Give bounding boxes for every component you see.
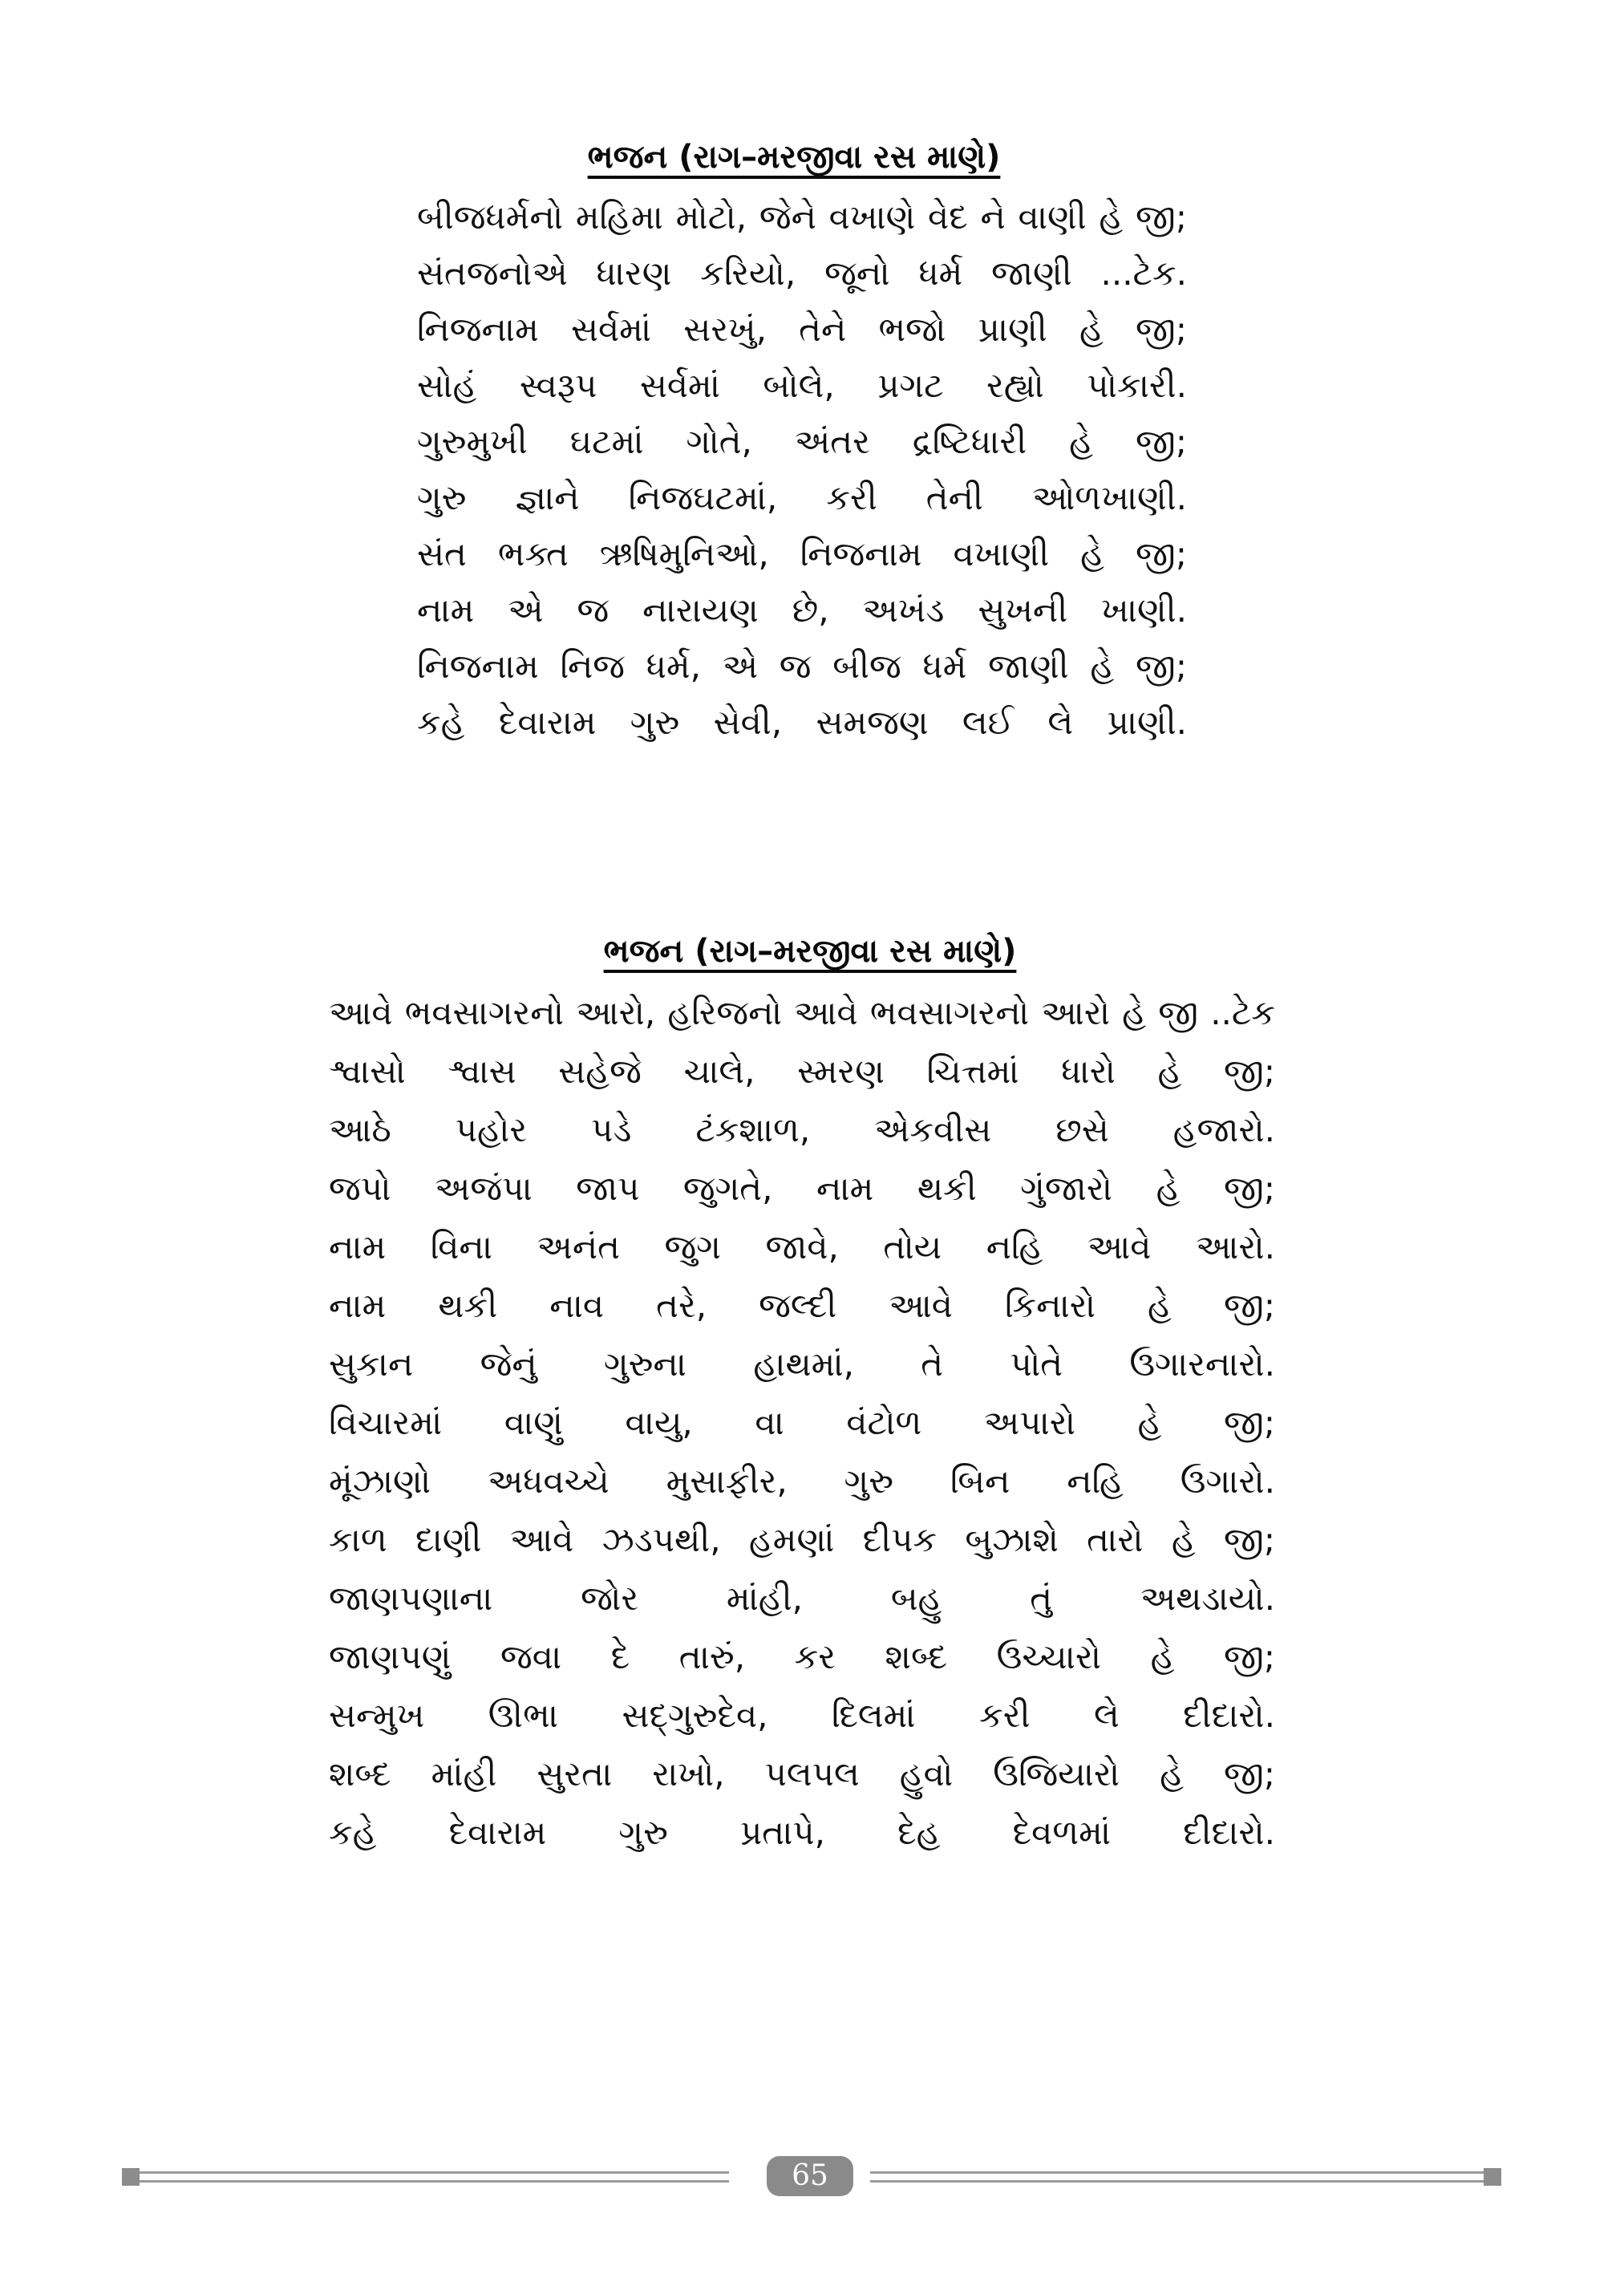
verse-line: સુકાન જેનું ગુરુના હાથમાં, તે પોતે ઉગારનારો. [329,1344,1275,1384]
verse-line: કહે દેવારામ ગુરુ પ્રતાપે, દેહ દેવળમાં દીદારો. [329,1813,1275,1852]
verse-line: મૂંઝાણો અધવચ્ચે મુસાફીર, ગુરુ બિન નહિ ઉગારો. [329,1461,1275,1501]
verse-line: વિચારમાં વાણું વાયુ, વા વંટોળ અપારો હે જી; [329,1403,1275,1442]
verse-line: ગુરુમુખી ઘટમાં ગોતે, અંતર દ્રષ્ટિધારી હે જી; [417,422,1187,461]
footer-right-rule [870,2171,1484,2183]
verse-line: જાણપણાના જોર માંહી, બહુ તું અથડાયો. [329,1579,1275,1618]
verse-line: શબ્દ માંહી સુરતા રાખો, પલપલ હુવો ઉજિયારો હે જી; [329,1754,1275,1794]
verse-line: આઠે પહોર પડે ટંકશાળ, એકવીસ છસે હજારો. [329,1110,1275,1149]
verse-line: જાણપણું જવા દે તારું, કર શબ્દ ઉચ્ચારો હે જી; [329,1637,1275,1676]
footer-left-rule [140,2171,729,2183]
bhajan-section-1 [417,135,1187,751]
verse-line: જપો અજંપા જાપ જુગતે, નામ થકી ગુંજારો હે જી; [329,1169,1275,1208]
verse-line: શ્વાસો શ્વાસ સહેજે ચાલે, સ્મરણ ચિત્તમાં ધારો હે જી; [329,1052,1275,1091]
page-footer [122,2156,1501,2196]
verse-line: બીજધર્મનો મહિમા મોટો, જેને વખાણે વેદ ને વાણી હે જી; [417,197,1187,237]
verse-line: નામ એ જ નારાયણ છે, અખંડ સુખની ખાણી. [417,590,1187,630]
footer-right-cap [1484,2168,1501,2186]
verse-line: સોહં સ્વરૂપ સર્વમાં બોલે, પ્રગટ રહ્યો પોકારી. [417,366,1187,405]
verse-line: સંત ભક્ત ઋષિમુનિઓ, નિજનામ વખાણી હે જી; [417,534,1187,574]
verse-line: આવે ભવસાગરનો આરો, હરિજનો આવે ભવસાગરનો આરો હે જી ..ટેક [329,993,1275,1032]
verse-line: કાળ દાણી આવે ઝડપથી, હમણાં દીપક બુઝાશે તારો હે જી; [329,1520,1275,1559]
footer-left-cap [122,2168,140,2186]
verse-line: સન્મુખ ઊભા સદ્‌ગુરુદેવ, દિલમાં કરી લે દીદારો. [329,1696,1275,1735]
verse-line: નિજનામ સર્વમાં સરખું, તેને ભજો પ્રાણી હે જી; [417,310,1187,349]
verse-line: ગુરુ જ્ઞાને નિજઘટમાં, કરી તેની ઓળખાણી. [417,478,1187,517]
verse-line: સંતજનોએ ધારણ કરિયો, જૂનો ધર્મ જાણી ...ટેક. [417,253,1187,293]
verse-line: નામ વિના અનંત જુગ જાવે, તોય નહિ આવે આરો. [329,1227,1275,1267]
bhajan-heading: ભજન (રાગ–મરજીવા રસ માણે) [603,933,1017,970]
verse-block [417,189,1187,751]
verse-block [329,983,1275,1862]
verse-line: નિજનામ નિજ ધર્મ, એ જ બીજ ધર્મ જાણી હે જી; [417,646,1187,686]
bhajan-heading: ભજન (રાગ–મરજીવા રસ માણે) [587,139,1001,176]
verse-line: કહે દેવારામ ગુરુ સેવી, સમજણ લઈ લે પ્રાણી. [417,703,1187,742]
verse-line: નામ થકી નાવ તરે, જલ્દી આવે કિનારો હે જી; [329,1286,1275,1325]
page-number: 65 [767,2156,853,2196]
bhajan-section-2 [329,929,1275,1862]
